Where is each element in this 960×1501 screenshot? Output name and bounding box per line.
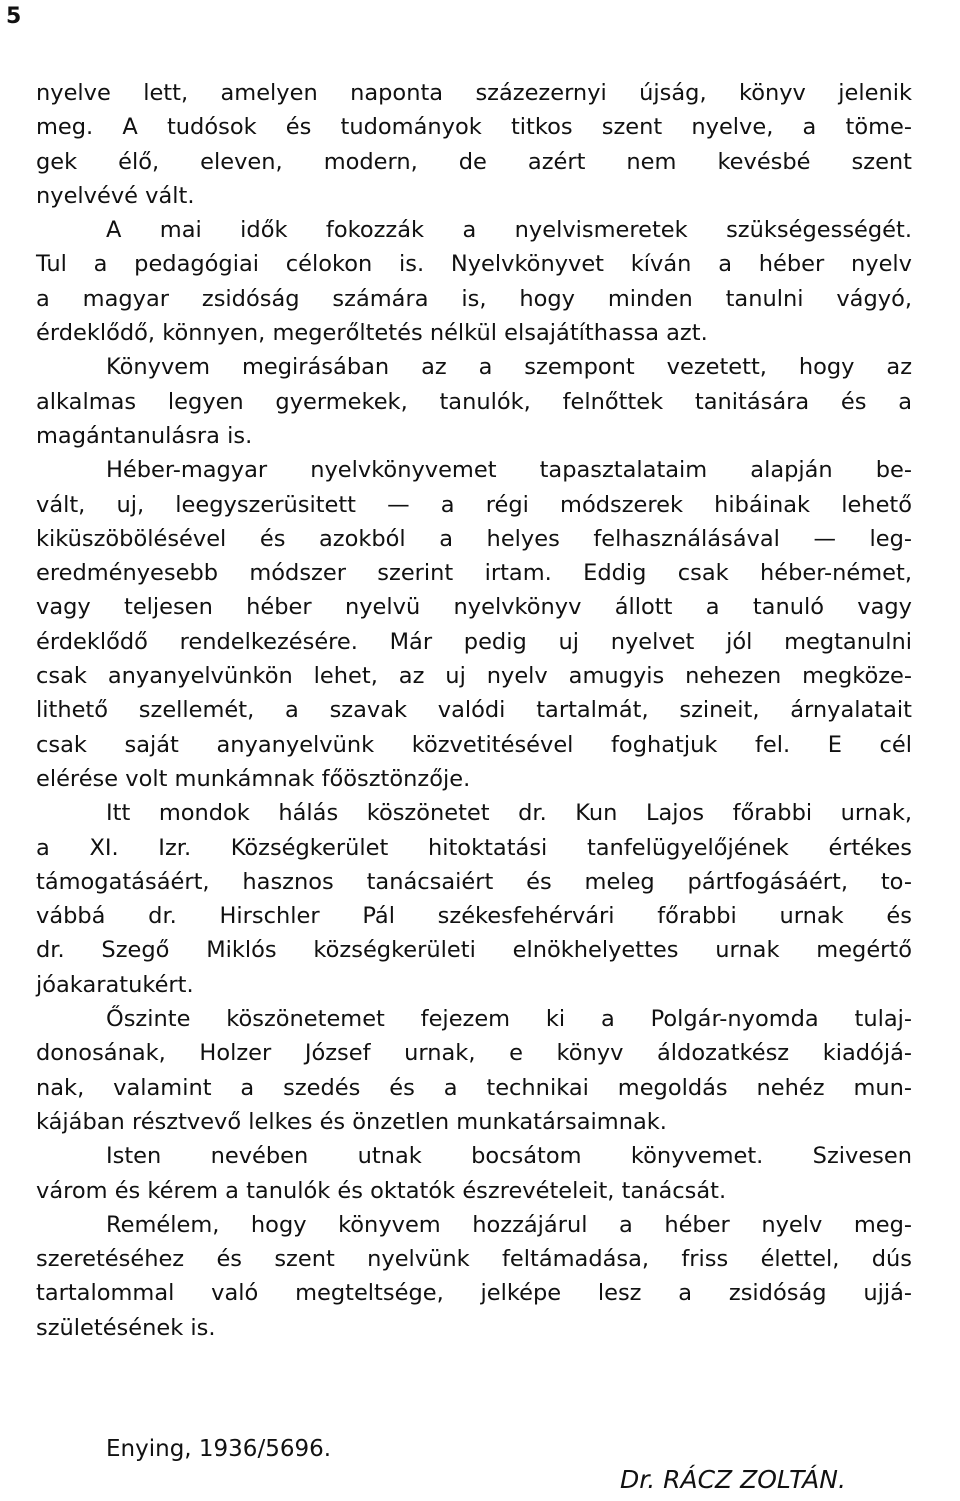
text-line: Itt mondok hálás köszönetet dr. Kun Lajos főrabbi urnak, [106, 800, 912, 827]
text-line: nyelve lett, amelyen naponta százezernyi újság, könyv jelenik [36, 80, 912, 106]
text-line: csak saját anyanyelvünk közvetitésével foghatjuk fel. E cél [36, 731, 912, 758]
text-line: Héber-magyar nyelvkönyvemet tapasztalataim alapján be- [106, 457, 912, 484]
text-line: vagy teljesen héber nyelvü nyelvkönyv állott a tanuló vagy [36, 594, 912, 621]
text-line: nyelvévé vált. [36, 182, 195, 209]
author-signature: Dr. RÁCZ ZOLTÁN. [620, 1465, 846, 1494]
text-line: érdeklődő, könnyen, megerőltetés nélkül elsajátíthassa azt. [36, 320, 708, 347]
text-line: tartalommal való megteltsége, jelképe lesz a zsidóság ujjá- [36, 1280, 912, 1307]
text-line: meg. A tudósok és tudományok titkos szent nyelve, a töme- [36, 114, 912, 141]
text-line: nak, valamint a szedés és a technikai megoldás nehéz mun- [36, 1074, 912, 1101]
text-line: Isten nevében utnak bocsátom könyvemet. Szivesen [106, 1143, 912, 1170]
text-line: szeretéséhez és szent nyelvünk feltámadása, friss élettel, dús [36, 1246, 912, 1273]
text-line: Remélem, hogy könyvem hozzájárul a héber nyelv meg- [106, 1211, 912, 1238]
text-line: alkalmas legyen gyermekek, tanulók, felnőttek tanitására és a [36, 388, 912, 415]
text-line: lithető szellemét, a szavak valódi tartalmát, szineit, árnyalatait [36, 697, 912, 724]
text-line: Tul a pedagógiai célokon is. Nyelvkönyvet kíván a héber nyelv [36, 251, 912, 278]
text-line: jóakaratukért. [36, 971, 194, 998]
text-line: Könyvem megirásában az a szempont vezetett, hogy az [106, 354, 912, 381]
text-line: csak anyanyelvünkön lehet, az uj nyelv amugyis nehezen megköze- [36, 663, 912, 690]
text-line: kiküszöbölésével és azokból a helyes felhasználásával — leg- [36, 525, 912, 552]
text-line: elérése volt munkámnak főösztönzője. [36, 765, 471, 792]
text-line: A mai idők fokozzák a nyelvismeretek szükségességét. [106, 217, 912, 244]
body-text [36, 76, 912, 1345]
text-line: gek élő, eleven, modern, de azért nem kevésbé szent [36, 148, 912, 175]
text-line: születésének is. [36, 1314, 216, 1341]
text-line: magántanulásra is. [36, 422, 253, 449]
text-line: eredményesebb módszer szerint irtam. Eddig csak héber-német, [36, 560, 912, 587]
text-line: kájában résztvevő lelkes és önzetlen munkatársaimnak. [36, 1108, 667, 1135]
page-number: 5 [6, 4, 22, 29]
text-line: támogatásáért, hasznos tanácsaiért és meleg pártfogásáért, to- [36, 868, 912, 895]
text-line: várom és kérem a tanulók és oktatók észrevételeit, tanácsát. [36, 1177, 727, 1204]
text-line: érdeklődő rendelkezésére. Már pedig uj nyelvet jól megtanulni [36, 628, 912, 655]
text-line: a magyar zsidóság számára is, hogy minden tanulni vágyó, [36, 285, 912, 312]
text-line: donosának, Holzer József urnak, e könyv áldozatkész kiadójá- [36, 1040, 912, 1067]
text-line: dr. Szegő Miklós községkerületi elnökhelyettes urnak megértő [36, 937, 912, 964]
place-date: Enying, 1936/5696. [106, 1436, 332, 1462]
text-line: a XI. Izr. Községkerület hitoktatási tanfelügyelőjének értékes [36, 834, 912, 861]
text-line: vált, uj, leegyszerüsitett — a régi módszerek hibáinak lehető [36, 491, 912, 518]
text-line: vábbá dr. Hirschler Pál székesfehérvári főrabbi urnak és [36, 903, 912, 930]
text-line: Őszinte köszönetemet fejezem ki a Polgár-nyomda tulaj- [106, 1006, 912, 1033]
